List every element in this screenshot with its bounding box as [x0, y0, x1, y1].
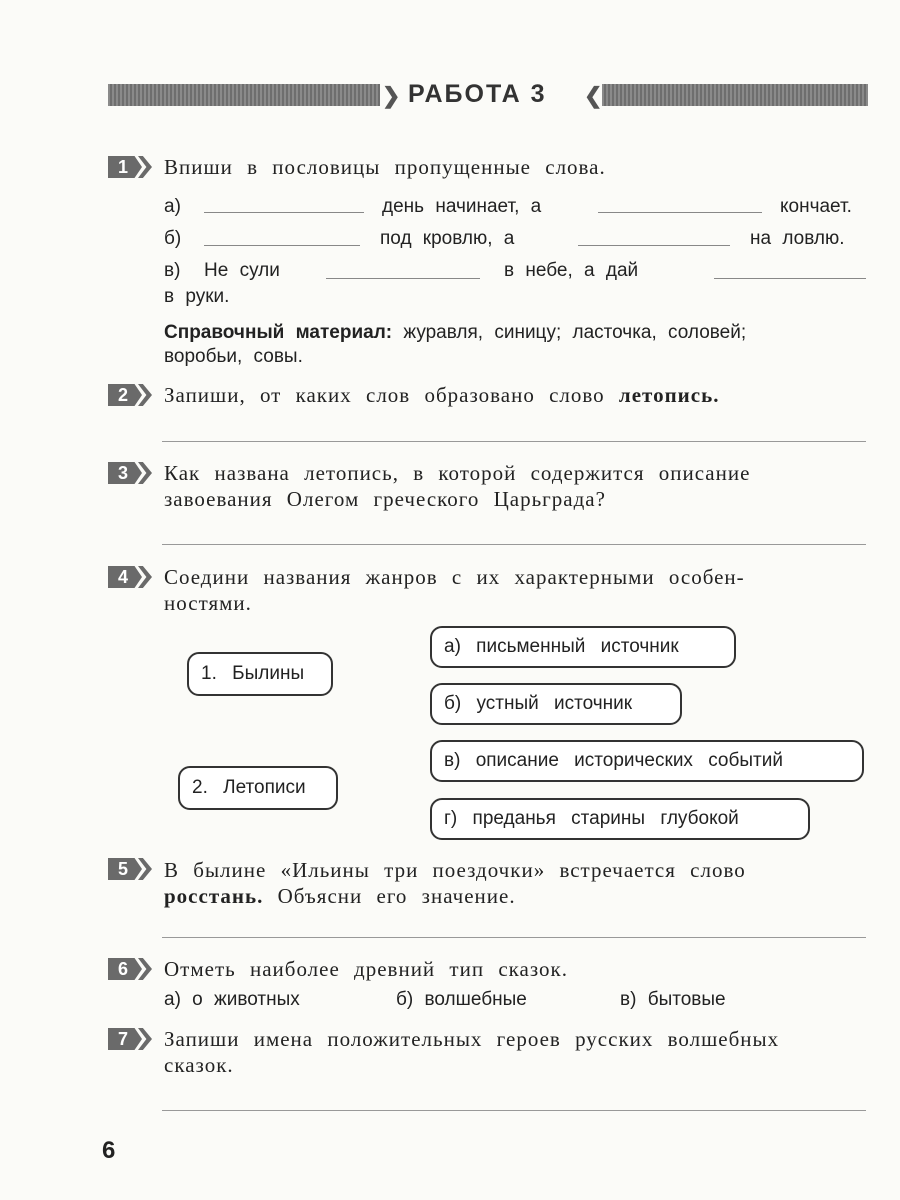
- genre-box-letopis[interactable]: 2. Летописи: [178, 766, 338, 810]
- task-1-a-text: день начинает, а: [382, 196, 542, 217]
- page-number: 6: [102, 1137, 116, 1164]
- task-5-text: Объясни его значение.: [277, 884, 516, 908]
- task-1-b-end: на ловлю.: [750, 228, 845, 249]
- answer-line[interactable]: [162, 1110, 866, 1111]
- option-animals[interactable]: а) о животных: [164, 989, 300, 1010]
- task-1-c-end: в руки.: [164, 286, 230, 307]
- task-7-question-line-1: Запиши имена положительных героев русских волшебных: [164, 1027, 780, 1051]
- task-5-question-line-2: [164, 883, 516, 909]
- task-3-question-line-2: завоевания Олегом греческого Царьграда?: [164, 487, 606, 511]
- header-arrow-right-icon: ❯: [382, 83, 401, 108]
- task-1-c-text: в небе, а дай: [504, 260, 639, 281]
- task-1-a-end: кончает.: [780, 196, 852, 217]
- feature-box-b[interactable]: б) устный источник: [430, 683, 682, 725]
- task-1-a-label: а): [164, 196, 181, 217]
- task-number-5: 5: [108, 858, 154, 880]
- task-1-b-text: под кровлю, а: [380, 228, 515, 249]
- task-3-question-line-1: Как названа летопись, в которой содержится описание: [164, 461, 751, 485]
- answer-blank[interactable]: [326, 278, 480, 279]
- answer-blank[interactable]: [598, 212, 762, 213]
- reference-text-2: воробьи, совы.: [164, 346, 303, 367]
- feature-box-a[interactable]: а) письменный источник: [430, 626, 736, 668]
- task-number-2: 2: [108, 384, 154, 406]
- header-arrow-left-icon: ❮: [584, 83, 603, 108]
- task-2-question: [164, 382, 719, 408]
- task-number-7: 7: [108, 1028, 154, 1050]
- option-magic[interactable]: б) волшебные: [396, 989, 527, 1010]
- reference-label: Справочный материал:: [164, 322, 393, 343]
- reference-text-1: журавля, синицу; ласточка, соловей;: [403, 322, 747, 343]
- answer-line[interactable]: [162, 937, 866, 938]
- task-4-question-line-1: Соедини названия жанров с их характерными особен-: [164, 565, 745, 589]
- task-number-1: 1: [108, 156, 154, 178]
- answer-line[interactable]: [162, 544, 866, 545]
- answer-blank[interactable]: [204, 212, 364, 213]
- task-1-c-label: в): [164, 260, 181, 281]
- task-number-6: 6: [108, 958, 154, 980]
- task-2-word: летопись.: [618, 383, 720, 407]
- answer-blank[interactable]: [204, 245, 360, 246]
- header-bar-right: [602, 84, 868, 106]
- task-7-question-line-2: сказок.: [164, 1053, 234, 1077]
- task-number-3: 3: [108, 462, 154, 484]
- task-2-text: Запиши, от каких слов образовано слово: [164, 383, 605, 407]
- header-bar-left: [108, 84, 380, 106]
- task-4-question-line-2: ностями.: [164, 591, 252, 615]
- option-everyday[interactable]: в) бытовые: [620, 989, 726, 1010]
- reference-material: [164, 320, 746, 346]
- answer-line[interactable]: [162, 441, 866, 442]
- task-number-4: 4: [108, 566, 154, 588]
- answer-blank[interactable]: [578, 245, 730, 246]
- feature-box-c[interactable]: в) описание исторических событий: [430, 740, 864, 782]
- task-5-question-line-1: В былине «Ильины три поездочки» встречается слово: [164, 858, 746, 882]
- task-1-b-label: б): [164, 228, 182, 249]
- answer-blank[interactable]: [714, 278, 866, 279]
- task-1-question: Впиши в пословицы пропущенные слова.: [164, 155, 606, 179]
- task-5-word: росстань.: [164, 884, 264, 908]
- task-6-question: Отметь наиболее древний тип сказок.: [164, 957, 568, 981]
- task-1-c-start: Не сули: [204, 260, 280, 281]
- page-title: РАБОТА 3: [408, 80, 547, 108]
- genre-box-bylina[interactable]: 1. Былины: [187, 652, 333, 696]
- feature-box-d[interactable]: г) преданья старины глубокой: [430, 798, 810, 840]
